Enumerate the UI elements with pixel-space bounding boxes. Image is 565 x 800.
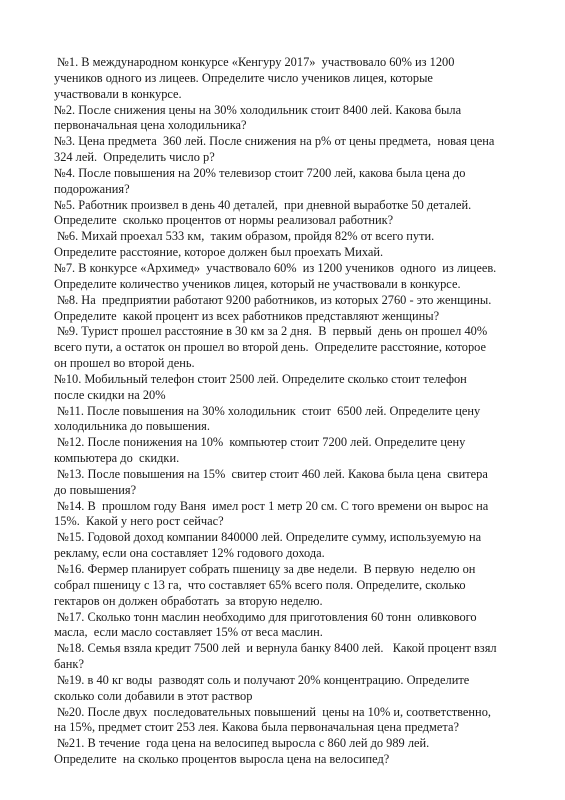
problem-16 xyxy=(54,562,534,610)
problem-1 xyxy=(54,55,534,103)
problem-text-line: участвовали в конкурсе. xyxy=(54,86,182,101)
problem-text-line: №1. В международном конкурсе «Кенгуру 2017» участвовало 60% из 1200 xyxy=(54,55,455,69)
problem-text-line: гектаров он должен обработать за вторую неделю. xyxy=(54,593,323,608)
problem-20 xyxy=(54,705,534,737)
problem-text-line: Определите какой процент из всех работников представляют женщины? xyxy=(54,308,440,323)
problem-text-line: он прошел во второй день. xyxy=(54,356,195,371)
problem-12 xyxy=(54,435,534,467)
problem-text-line: Определите на сколько процентов выросла цена на велосипед? xyxy=(54,752,390,767)
problem-text-line: №14. В прошлом году Ваня имел рост 1 метр 20 см. С того времени он вырос на xyxy=(54,498,489,513)
problem-text-line: №16. Фермер планирует собрать пшеницу за две недели. В первую неделю он xyxy=(54,562,476,576)
problem-2 xyxy=(54,103,534,135)
problem-text-line: №17. Сколько тонн маслин необходимо для приготовления 60 тонн оливкового xyxy=(54,609,477,624)
problem-6 xyxy=(54,229,534,261)
problem-text-line: №3. Цена предмета 360 лей. После снижения на р% от цены предмета, новая цена xyxy=(54,134,495,149)
problem-text-line: №4. После повышения на 20% телевизор стоит 7200 лей, какова была цена до xyxy=(54,165,466,180)
problem-text-line: №20. После двух последовательных повышений цены на 10% и, соответственно, xyxy=(54,704,491,719)
problem-text-line: №21. В течение года цена на велосипед выросла с 860 лей до 989 лей. xyxy=(54,736,430,751)
problem-text-line: банк? xyxy=(54,657,84,672)
problem-text-line: Определите расстояние, которое должен был проехать Михай. xyxy=(54,245,384,260)
problem-text-line: №13. После повышения на 15% свитер стоит 460 лей. Какова была цена свитера xyxy=(54,466,488,481)
problem-text-line: компьютера до скидки. xyxy=(54,451,180,466)
problem-11 xyxy=(54,404,534,436)
problem-10 xyxy=(54,372,534,404)
problem-text-line: №6. Михай проехал 533 км, таким образом, пройдя 82% от всего пути. xyxy=(54,229,435,244)
problem-text-line: холодильника до повышения. xyxy=(54,419,210,434)
problem-17 xyxy=(54,610,534,642)
problem-text-line: подорожания? xyxy=(54,181,130,196)
problem-text-line: рекламу, если она составляет 12% годового дохода. xyxy=(54,546,325,561)
problem-7 xyxy=(54,261,534,293)
document-page xyxy=(54,55,534,768)
problem-text-line: №7. В конкурсе «Архимед» участвовало 60% из 1200 учеников одного из лицеев. xyxy=(54,260,497,275)
problem-text-line: после скидки на 20% xyxy=(54,387,166,402)
problem-18 xyxy=(54,641,534,673)
problem-text-line: Определите количество учеников лицея, который не участвовали в конкурсе. xyxy=(54,276,461,291)
problem-text-line: №12. После понижения на 10% компьютер стоит 7200 лей. Определите цену xyxy=(54,435,466,450)
problem-text-line: собрал пшеницу с 13 га, что составляет 65% всего поля. Определите, сколько xyxy=(54,577,466,592)
problem-5 xyxy=(54,198,534,230)
problem-text-line: Определите сколько процентов от нормы реализовал работник? xyxy=(54,213,394,228)
problem-text-line: до повышения? xyxy=(54,482,137,497)
problem-text-line: первоначальная цена холодильника? xyxy=(54,118,247,133)
problem-text-line: №18. Семья взяла кредит 7500 лей и вернула банку 8400 лей. Какой процент взял xyxy=(54,641,497,656)
problem-3 xyxy=(54,134,534,166)
problem-text-line: 324 лей. Определить число р? xyxy=(54,150,215,165)
problem-list xyxy=(54,55,534,768)
problem-15 xyxy=(54,530,534,562)
problem-text-line: №11. После повышения на 30% холодильник стоит 6500 лей. Определите цену xyxy=(54,403,481,418)
problem-text-line: масла, если масло составляет 15% от веса маслин. xyxy=(54,625,323,640)
problem-text-line: 15%. Какой у него рост сейчас? xyxy=(54,514,224,529)
problem-text-line: №5. Работник произвел в день 40 деталей, при дневной выработке 50 деталей. xyxy=(54,197,472,212)
problem-text-line: на 15%, предмет стоит 253 лея. Какова была первоначальная цена предмета? xyxy=(54,720,459,735)
problem-text-line: №15. Годовой доход компании 840000 лей. Определите сумму, используемую на xyxy=(54,530,482,545)
problem-9 xyxy=(54,324,534,372)
problem-text-line: №2. После снижения цены на 30% холодильник стоит 8400 лей. Какова была xyxy=(54,102,462,117)
problem-19 xyxy=(54,673,534,705)
problem-text-line: №8. На предприятии работают 9200 работников, из которых 2760 - это женщины. xyxy=(54,292,492,307)
problem-text-line: №19. в 40 кг воды разводят соль и получают 20% концентрацию. Определите xyxy=(54,672,470,687)
problem-text-line: сколько соли добавили в этот раствор xyxy=(54,688,253,703)
problem-text-line: всего пути, а остаток он прошел во второй день. Определите расстояние, которое xyxy=(54,340,486,355)
problem-14 xyxy=(54,499,534,531)
problem-21 xyxy=(54,736,534,768)
problem-8 xyxy=(54,293,534,325)
problem-text-line: №10. Мобильный телефон стоит 2500 лей. Определите сколько стоит телефон xyxy=(54,371,467,386)
problem-4 xyxy=(54,166,534,198)
problem-text-line: учеников одного из лицеев. Определите число учеников лицея, которые xyxy=(54,70,433,85)
problem-13 xyxy=(54,467,534,499)
problem-text-line: №9. Турист прошел расстояние в 30 км за 2 дня. В первый день он прошел 40% xyxy=(54,324,488,339)
